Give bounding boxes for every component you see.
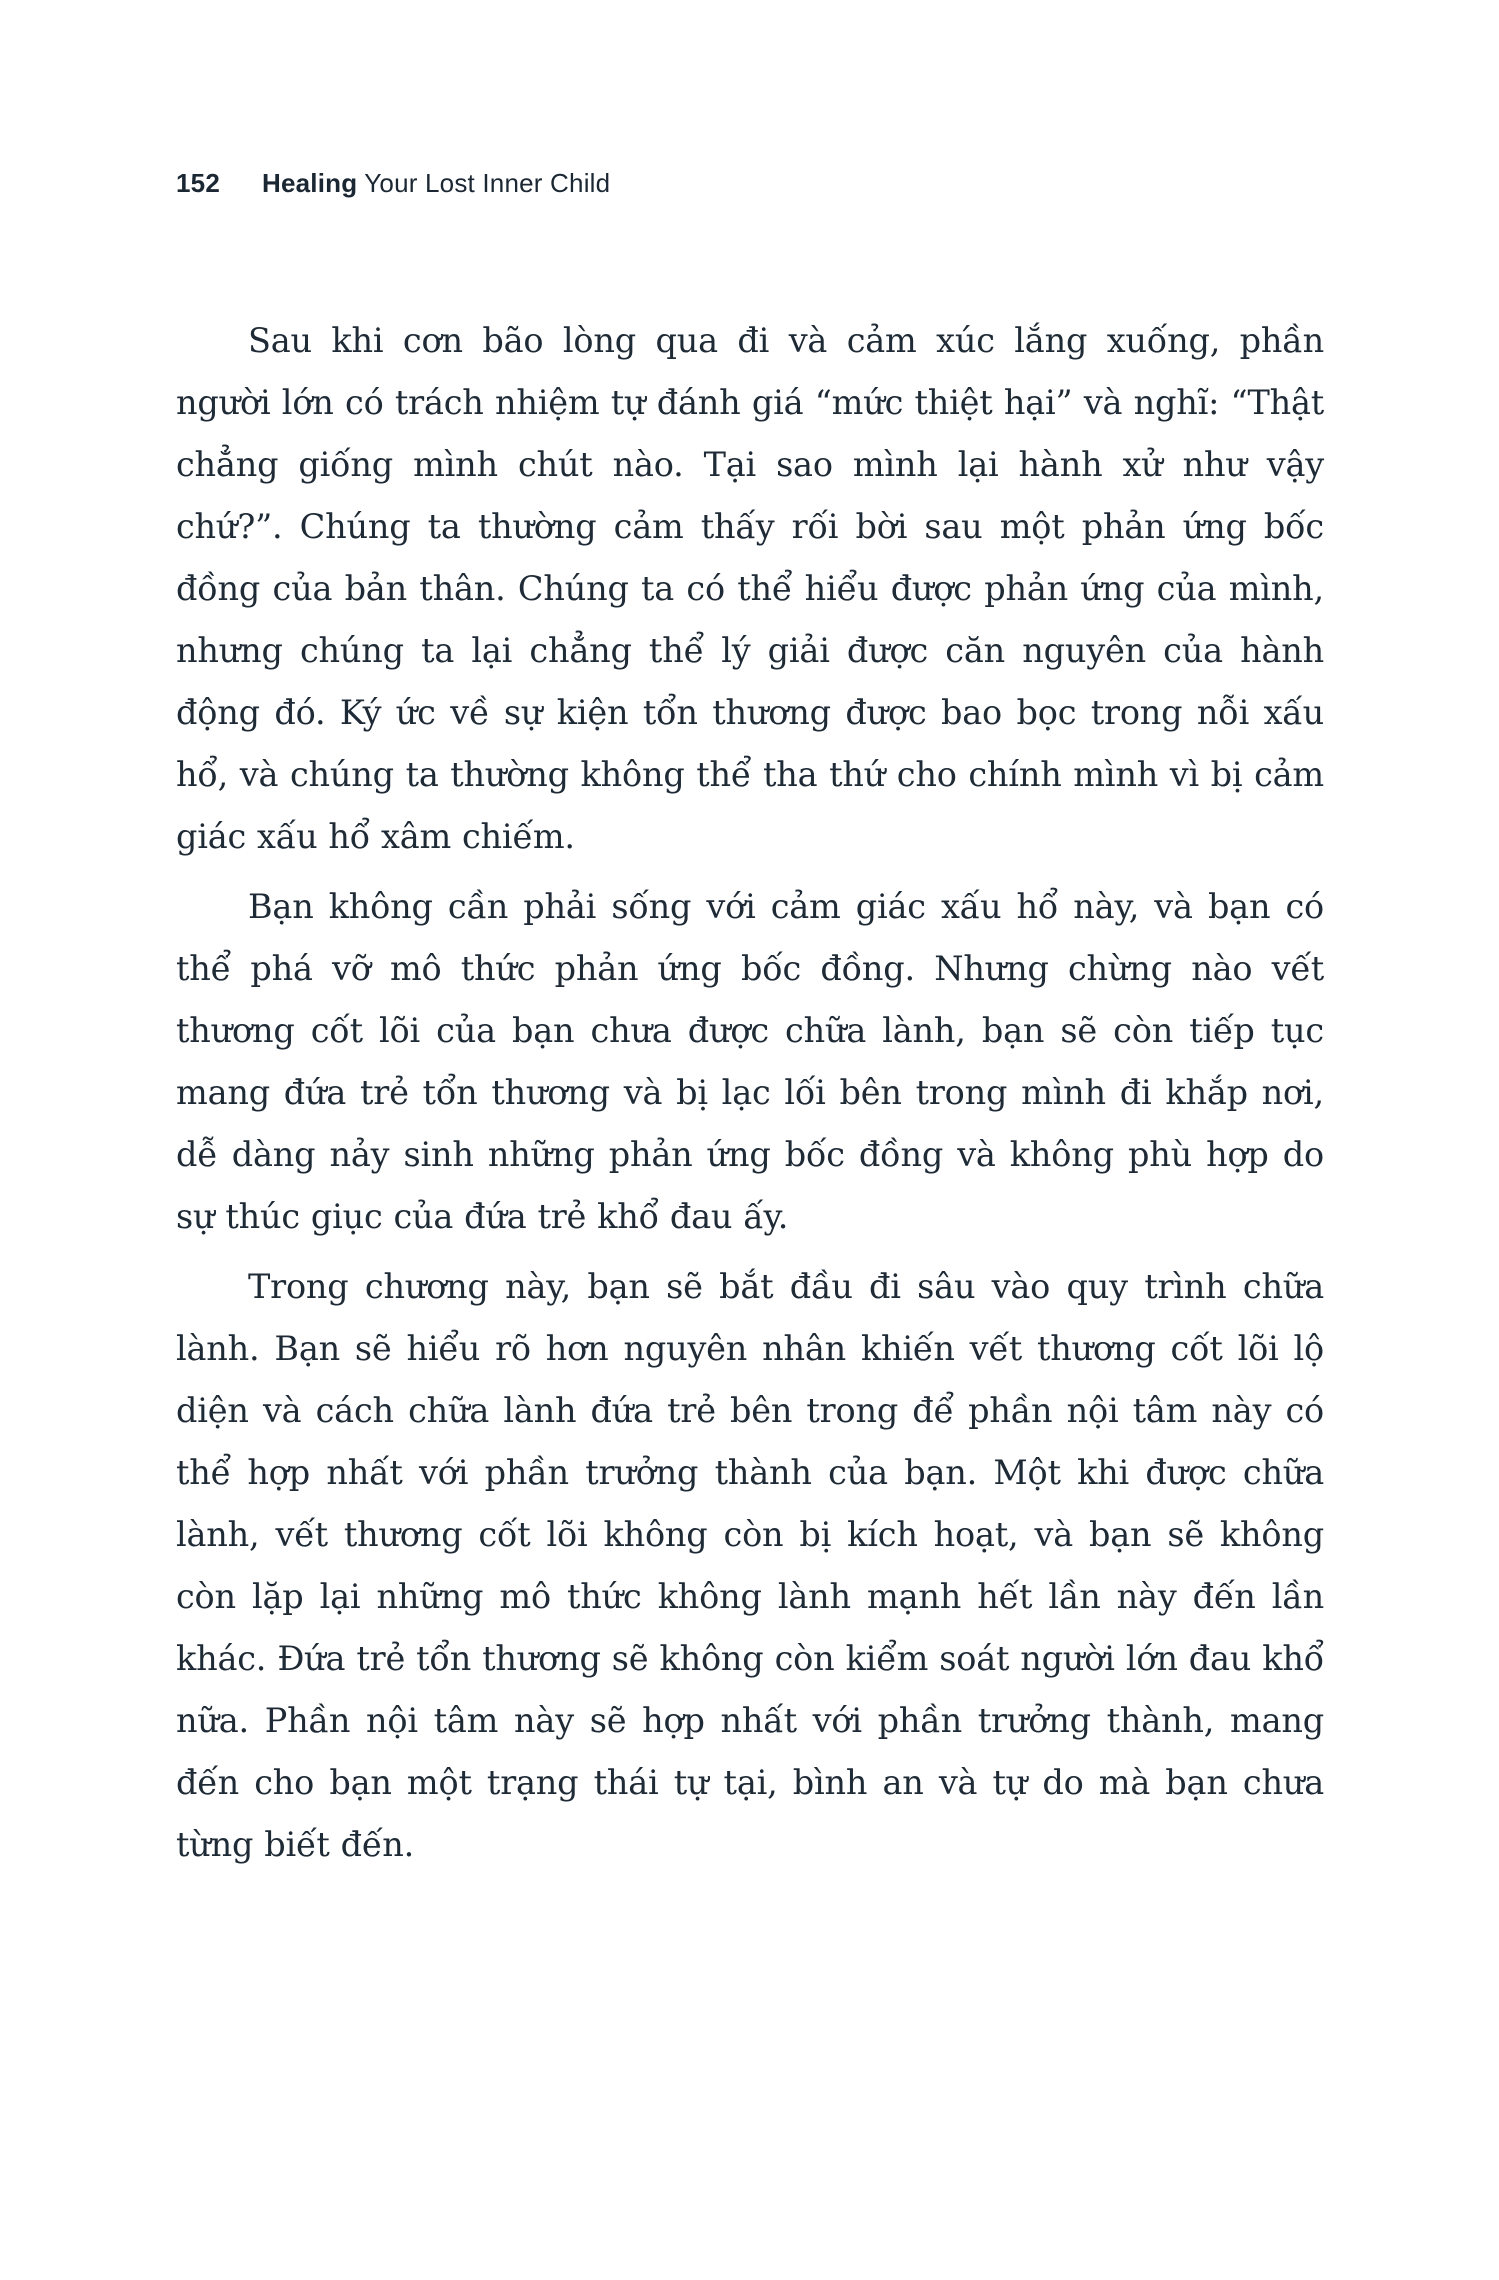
body-text xyxy=(176,310,1324,1876)
book-title-bold: Healing xyxy=(261,168,358,198)
page-number: 152 xyxy=(176,168,220,198)
paragraph: Trong chương này, bạn sẽ bắt đầu đi sâu vào quy trình chữa lành. Bạn sẽ hiểu rõ hơn nguyên nhân khiến vết thương cốt lõi lộ diện và cách chữa lành đứa trẻ bên trong để phần nội tâm này có thể hợp nhất với phần trưởng thành của bạn. Một khi được chữa lành, vết thương cốt lõi không còn bị kích hoạt, và bạn sẽ không còn lặp lại những mô thức không lành mạnh hết lần này đến lần khác. Đứa trẻ tổn thương sẽ không còn kiểm soát người lớn đau khổ nữa. Phần nội tâm này sẽ hợp nhất với phần trưởng thành, mang đến cho bạn một trạng thái tự tại, bình an và tự do mà bạn chưa từng biết đến. xyxy=(176,1267,1324,1864)
book-title-rest: Your Lost Inner Child xyxy=(357,168,611,198)
running-head xyxy=(176,168,610,199)
paragraph: Bạn không cần phải sống với cảm giác xấu hổ này, và bạn có thể phá vỡ mô thức phản ứng bốc đồng. Nhưng chừng nào vết thương cốt lõi của bạn chưa được chữa lành, bạn sẽ còn tiếp tục mang đứa trẻ tổn thương và bị lạc lối bên trong mình đi khắp nơi, dễ dàng nảy sinh những phản ứng bốc đồng và không phù hợp do sự thúc giục của đứa trẻ khổ đau ấy. xyxy=(176,887,1324,1236)
paragraph: Sau khi cơn bão lòng qua đi và cảm xúc lắng xuống, phần người lớn có trách nhiệm tự đánh giá “mức thiệt hại” và nghĩ: “Thật chẳng giống mình chút nào. Tại sao mình lại hành xử như vậy chứ?”. Chúng ta thường cảm thấy rối bời sau một phản ứng bốc đồng của bản thân. Chúng ta có thể hiểu được phản ứng của mình, nhưng chúng ta lại chẳng thể lý giải được căn nguyên của hành động đó. Ký ức về sự kiện tổn thương được bao bọc trong nỗi xấu hổ, và chúng ta thường không thể tha thứ cho chính mình vì bị cảm giác xấu hổ xâm chiếm. xyxy=(176,321,1324,856)
